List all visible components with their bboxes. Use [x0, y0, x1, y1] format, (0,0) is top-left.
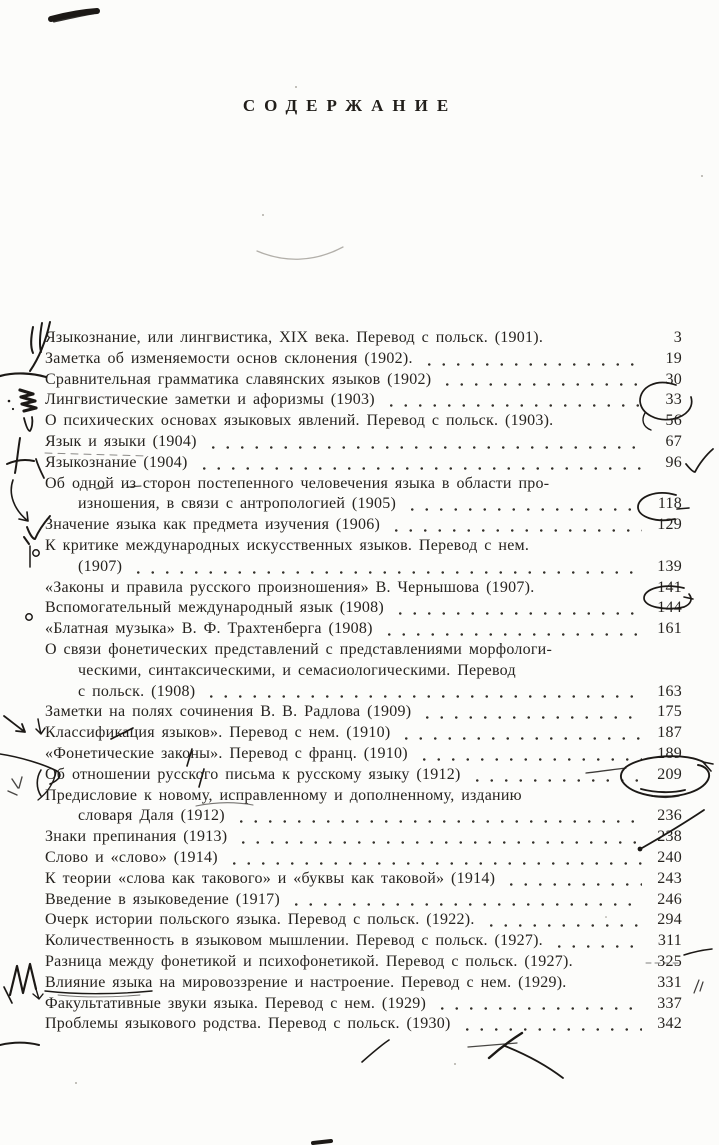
- dot-leader: [525, 661, 642, 682]
- bottom-stroke-1: [362, 1040, 389, 1062]
- toc-entry-title: Язык и языки (1904): [45, 432, 197, 450]
- toc-row: [45, 432, 682, 453]
- dot-leader: [484, 910, 642, 931]
- toc-row: [45, 806, 682, 827]
- toc-entry-title: «Фонетические законы». Перевод с франц. (1910): [45, 744, 408, 762]
- toc-row: [45, 390, 682, 411]
- dot-leader: [552, 931, 642, 952]
- toc-entry-title: К критике международных искусственных языков. Перевод с нем.: [45, 536, 530, 554]
- dot-leader: [504, 869, 642, 890]
- dot-leader: [393, 598, 642, 619]
- toc-entry-title: с польск. (1908): [78, 682, 196, 700]
- dot-leader: [227, 848, 642, 869]
- toc-row: [45, 786, 682, 807]
- toc-row: [45, 557, 682, 578]
- sweep-1930: [505, 1046, 563, 1078]
- toc-entry-title: Об отношении русского письма к русскому языку (1912): [45, 765, 461, 783]
- dot-leader: [531, 786, 642, 807]
- toc-row: [45, 702, 682, 723]
- toc-page-number: 331: [657, 973, 682, 991]
- margin-circle-row13: [26, 614, 32, 620]
- dot-leader: [204, 682, 642, 703]
- toc-row: [45, 370, 682, 391]
- toc-entry-title: Знаки препинания (1913): [45, 828, 228, 846]
- dot-leader: [562, 411, 642, 432]
- dot-leader: [382, 619, 642, 640]
- toc-entry-title: Количественность в языковом мышлении. Перевод с польск. (1927).: [45, 932, 543, 950]
- dot-leader: [405, 494, 642, 515]
- toc-row: [45, 474, 682, 495]
- dot-leader: [206, 432, 642, 453]
- toc-entry-title: Проблемы языкового родства. Перевод с польск. (1930): [45, 1015, 451, 1033]
- toc-row: [45, 515, 682, 536]
- dot-leader: [470, 765, 642, 786]
- margin-dot: [8, 400, 11, 403]
- toc-page-number: 342: [657, 1015, 682, 1033]
- toc-page-number: 175: [657, 703, 682, 721]
- toc-row: [45, 328, 682, 349]
- toc-page-number: 311: [657, 932, 682, 950]
- dot-leader: [289, 890, 642, 911]
- toc-entry-title: Вспомогательный международный язык (1908): [45, 599, 384, 617]
- toc-row: [45, 349, 682, 370]
- margin-mark-row6: [7, 438, 34, 473]
- bottom-edge-blob: [313, 1141, 331, 1143]
- toc-row: [45, 682, 682, 703]
- toc-row: [45, 994, 682, 1015]
- margin-scribble-row4: [20, 390, 36, 411]
- toc-page-number: 56: [665, 412, 682, 430]
- toc-entry-title: Заметки на полях сочинения В. В. Радлова (1909): [45, 703, 412, 721]
- toc-entry-title: Факультативные звуки языка. Перевод с нем. (1929): [45, 994, 427, 1012]
- toc-row: [45, 973, 682, 994]
- toc-row: [45, 598, 682, 619]
- toc-page-number: 96: [665, 453, 682, 471]
- toc-row: [45, 931, 682, 952]
- toc-row: [45, 890, 682, 911]
- toc-entry-title: (1907): [78, 557, 123, 575]
- paren-row18: [37, 770, 41, 796]
- margin-w-arrow: [33, 989, 43, 999]
- toc-row: [45, 619, 682, 640]
- arrow-page-141: [684, 597, 693, 599]
- toc-row: [45, 765, 682, 786]
- margin-scribble-row18: [8, 777, 22, 795]
- toc-row: [45, 661, 682, 682]
- toc-entry-title: Лингвистические заметки и афоризмы (1903): [45, 391, 375, 409]
- dot-leader: [131, 557, 642, 578]
- toc-page-number: 243: [657, 869, 682, 887]
- toc-row: [45, 494, 682, 515]
- margin-slash-row7: [36, 459, 44, 478]
- toc-entry-title: К теории «слова как такового» и «буквы как таковой» (1914): [45, 869, 496, 887]
- pencil-arc: [257, 247, 343, 259]
- toc-page-number: 118: [657, 495, 682, 513]
- toc-row: [45, 640, 682, 661]
- dot-leader: [399, 723, 642, 744]
- toc-entry-title: Языкознание (1904): [45, 453, 188, 471]
- toc-page-number: 30: [665, 370, 682, 388]
- toc-row: [45, 536, 682, 557]
- toc-entry-title: Влияние языка на мировоззрение и настроение. Перевод с нем. (1929).: [45, 973, 567, 991]
- margin-v-mark: [24, 417, 32, 431]
- toc-page-number: 187: [657, 724, 682, 742]
- toc-row: [45, 848, 682, 869]
- toc-page-number: 294: [657, 911, 682, 929]
- dot-leader: [460, 1014, 642, 1035]
- margin-arrow-row16: [4, 716, 25, 732]
- toc-page-number: 209: [657, 765, 682, 783]
- toc-page-number: 337: [657, 994, 682, 1012]
- toc-entry-title: О связи фонетических представлений с представлениями морфологи-: [45, 640, 553, 658]
- dot-leader: [384, 390, 642, 411]
- dot-leader: [417, 744, 642, 765]
- toc-entry-title: Слово и «слово» (1914): [45, 848, 218, 866]
- toc-page-number: 144: [657, 599, 682, 617]
- toc-entry-title: Сравнительная грамматика славянских языков (1902): [45, 370, 432, 388]
- toc-entry-title: Разница между фонетикой и психофонетикой. Перевод с польск. (1927).: [45, 952, 573, 970]
- dot-leader: [538, 536, 642, 557]
- check-page-96: [686, 449, 713, 472]
- toc-page-number: 3: [673, 329, 682, 346]
- margin-w-mark-row26: [10, 964, 36, 995]
- toc-row: [45, 723, 682, 744]
- dot-leader: [422, 349, 642, 370]
- dot-leader: [389, 515, 642, 536]
- toc-entry-title: Об одной из сторон постепенного человечения языка в области про-: [45, 474, 550, 492]
- toc-entry-title: Очерк истории польского языка. Перевод с польск. (1922).: [45, 911, 475, 929]
- toc-page-number: 246: [657, 890, 682, 908]
- toc-entry-title: Введение в языковедение (1917): [45, 890, 280, 908]
- toc-page-number: 325: [657, 952, 682, 970]
- dot-leader: [582, 952, 642, 973]
- toc-entry-title: О психических основах языковых явлений. Перевод с польск. (1903).: [45, 412, 554, 430]
- margin-dash-row3: [0, 373, 46, 377]
- toc-entry-title: Заметка об изменяемости основ склонения (1902).: [45, 349, 413, 367]
- toc-page-number: 240: [657, 848, 682, 866]
- dot-leader: [558, 474, 642, 495]
- margin-dash-row29: [0, 1043, 39, 1045]
- toc-list: [45, 328, 682, 1035]
- toc-row: [45, 578, 682, 599]
- toc-page-number: 129: [657, 516, 682, 534]
- dot-leader: [552, 328, 642, 349]
- toc-page-number: 163: [657, 682, 682, 700]
- margin-dot: [12, 408, 14, 410]
- toc-page-number: 33: [665, 391, 682, 409]
- toc-entry-title: Классификация языков». Перевод с нем. (1910): [45, 724, 391, 742]
- margin-arrow-row9: [11, 480, 28, 521]
- toc-row: [45, 869, 682, 890]
- dot-leader: [234, 806, 642, 827]
- toc-entry-title: Предисловие к новому, исправленному и дополненному, изданию: [45, 786, 522, 804]
- toc-page-number: 67: [665, 432, 682, 450]
- toc-entry-title: изношения, в связи с антропологией (1905): [78, 495, 397, 513]
- toc-row: [45, 1014, 682, 1035]
- toc-entry-title: «Законы и правила русского произношения» В. Чернышова (1907).: [45, 578, 535, 596]
- toc-entry-title: Значение языка как предмета изучения (1906): [45, 516, 381, 534]
- toc-entry-title: «Блатная музыка» В. Ф. Трахтенберга (1908): [45, 620, 373, 638]
- toc-row: [45, 453, 682, 474]
- bottom-stroke-2: [489, 1033, 522, 1058]
- dot-leader: [435, 994, 642, 1015]
- toc-row: [45, 827, 682, 848]
- pen-mark-top-left: [51, 11, 97, 19]
- tick-page-325: [694, 980, 703, 993]
- toc-row: [45, 744, 682, 765]
- toc-row: [45, 952, 682, 973]
- margin-circle-row10: [33, 550, 39, 556]
- page-title: СОДЕРЖАНИЕ: [242, 96, 458, 115]
- toc-page-number: 19: [665, 349, 682, 367]
- small-arrow-row16: [36, 719, 45, 734]
- toc-page-number: 161: [657, 620, 682, 638]
- dash-page-311: [684, 949, 712, 955]
- dot-leader: [197, 453, 642, 474]
- dot-leader: [576, 973, 642, 994]
- dot-leader: [236, 827, 642, 848]
- toc-entry-title: Языкознание, или лингвистика, XIX века. Перевод с польск. (1901).: [45, 329, 544, 346]
- dot-leader: [561, 640, 642, 661]
- toc-page-number: 189: [657, 744, 682, 762]
- toc-row: [45, 411, 682, 432]
- pen-mark-top-left-2: [54, 13, 93, 21]
- toc-entry-title: словаря Даля (1912): [78, 807, 225, 825]
- toc-page-number: 141: [657, 578, 682, 596]
- toc-page-number: 139: [657, 557, 682, 575]
- toc-page-number: 236: [657, 807, 682, 825]
- toc-row: [45, 910, 682, 931]
- dot-leader: [440, 370, 642, 391]
- toc-entry-title: ческими, синтаксическими, и семасиологическими. Перевод: [78, 661, 516, 679]
- dot-leader: [544, 578, 642, 599]
- margin-w-slash: [4, 987, 12, 1003]
- dot-leader: [420, 702, 642, 723]
- ellipse-page-209-arrow: [703, 762, 713, 771]
- strike-1930: [468, 1043, 517, 1047]
- toc-page-number: 238: [657, 828, 682, 846]
